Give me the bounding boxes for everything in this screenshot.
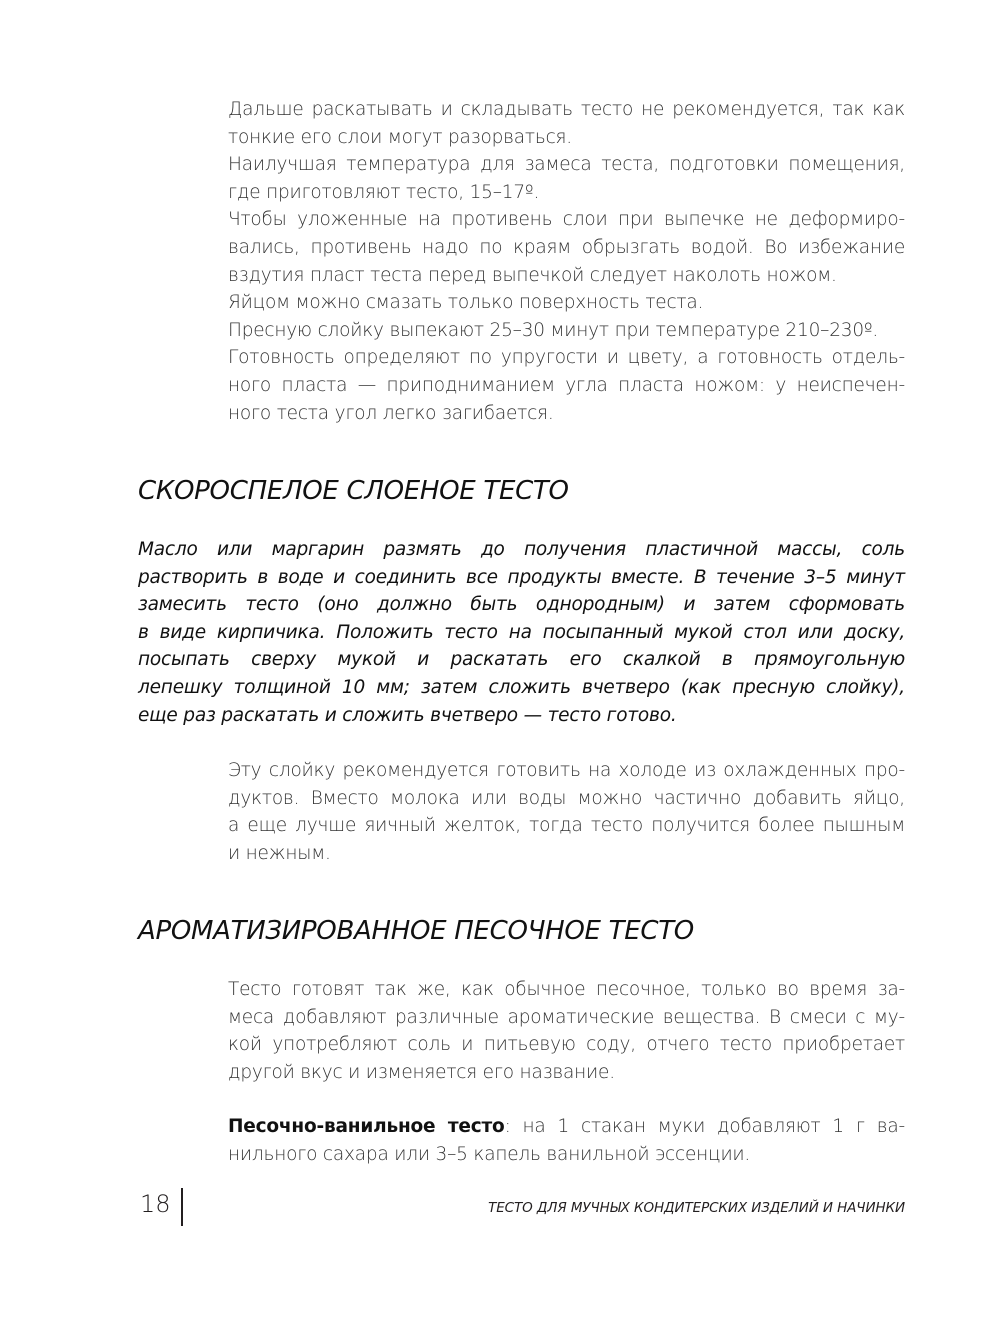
running-title: ТЕСТО ДЛЯ МУЧНЫХ КОНДИТЕРСКИХ ИЗДЕЛИЙ И НАЧИНКИ: [488, 1200, 905, 1216]
recipe-term: Песочно-ванильное тесто: [228, 1116, 505, 1137]
text-line: ного теста угол легко загибается.: [228, 402, 554, 424]
text-line: а еще лучше яичный желток, тогда тесто получится более пышным: [228, 815, 905, 837]
section-intro-italic: [138, 536, 905, 729]
section-paragraph: [228, 976, 905, 1086]
text-line: вались, противень надо по краям обрызгать водой. Во избежание: [228, 236, 905, 258]
text-line: Тесто готовят так же, как обычное песочное, только во время за-: [228, 979, 905, 1000]
text-line: ного пласта — приподниманием угла пласта ножом: у неиспечен-: [228, 374, 905, 396]
page-number: 18: [140, 1190, 171, 1218]
text-line: в виде кирпичика. Положить тесто на посыпанный мукой стол или доску,: [138, 621, 905, 643]
text-line: посыпать сверху мукой и раскатать его скалкой в прямоугольную: [138, 649, 905, 671]
footer-divider: [181, 1188, 183, 1226]
text-line: тонкие его слои могут разорваться.: [228, 126, 572, 148]
text-line: Эту слойку рекомендуется готовить на холоде из охлажденных про-: [228, 760, 905, 781]
text-line: где приготовляют тесто, 15–17º.: [228, 181, 540, 203]
text-line: [228, 1113, 905, 1141]
section-heading-aromatized: АРОМАТИЗИРОВАННОЕ ПЕСОЧНОЕ ТЕСТО: [138, 916, 694, 946]
text-line: еще раз раскатать и сложить вчетверо — тесто готово.: [138, 704, 677, 726]
text-line: лепешку толщиной 10 мм; затем сложить вчетверо (как пресную слойку),: [138, 676, 905, 698]
text-line: Яйцом можно смазать только поверхность теста.: [228, 292, 704, 314]
text-line: замесить тесто (оно должно быть однородным) и затем сформовать: [138, 594, 905, 616]
text-span: : на 1 стакан муки добавляют 1 г ва-: [504, 1116, 905, 1137]
text-line: Чтобы уложенные на противень слои при выпечке не деформиро-: [228, 209, 905, 231]
text-line: Наилучшая температура для замеса теста, подготовки помещения,: [228, 154, 905, 176]
text-line: Дальше раскатывать и складывать тесто не рекомендуется, так как: [228, 99, 905, 120]
text-line: Готовность определяют по упругости и цвету, а готовность отдель-: [228, 347, 905, 369]
text-line: кой употребляют соль и питьевую соду, отчего тесто приобретает: [228, 1034, 905, 1056]
text-line: Пресную слойку выпекают 25–30 минут при температуре 210–230º.: [228, 319, 879, 341]
text-line: растворить в воде и соединить все продукты вместе. В течение 3–5 минут: [138, 566, 905, 588]
text-line: вздутия пласт теста перед выпечкой следует наколоть ножом.: [228, 264, 837, 286]
text-line: и нежным.: [228, 842, 331, 864]
text-line: нильного сахара или 3–5 капель ванильной эссенции.: [228, 1143, 751, 1165]
text-line: меса добавляют различные ароматические вещества. В смеси с му-: [228, 1006, 905, 1028]
body-text-block-1: [228, 96, 905, 427]
text-line: Масло или маргарин размять до получения пластичной массы, соль: [138, 539, 905, 560]
recipe-paragraph: [228, 1113, 905, 1168]
section-note: [228, 757, 905, 867]
section-heading-quick-puff: СКОРОСПЕЛОЕ СЛОЕНОЕ ТЕСТО: [138, 476, 569, 506]
text-line: дуктов. Вместо молока или воды можно частично добавить яйцо,: [228, 787, 905, 809]
text-line: другой вкус и изменяется его название.: [228, 1061, 615, 1083]
